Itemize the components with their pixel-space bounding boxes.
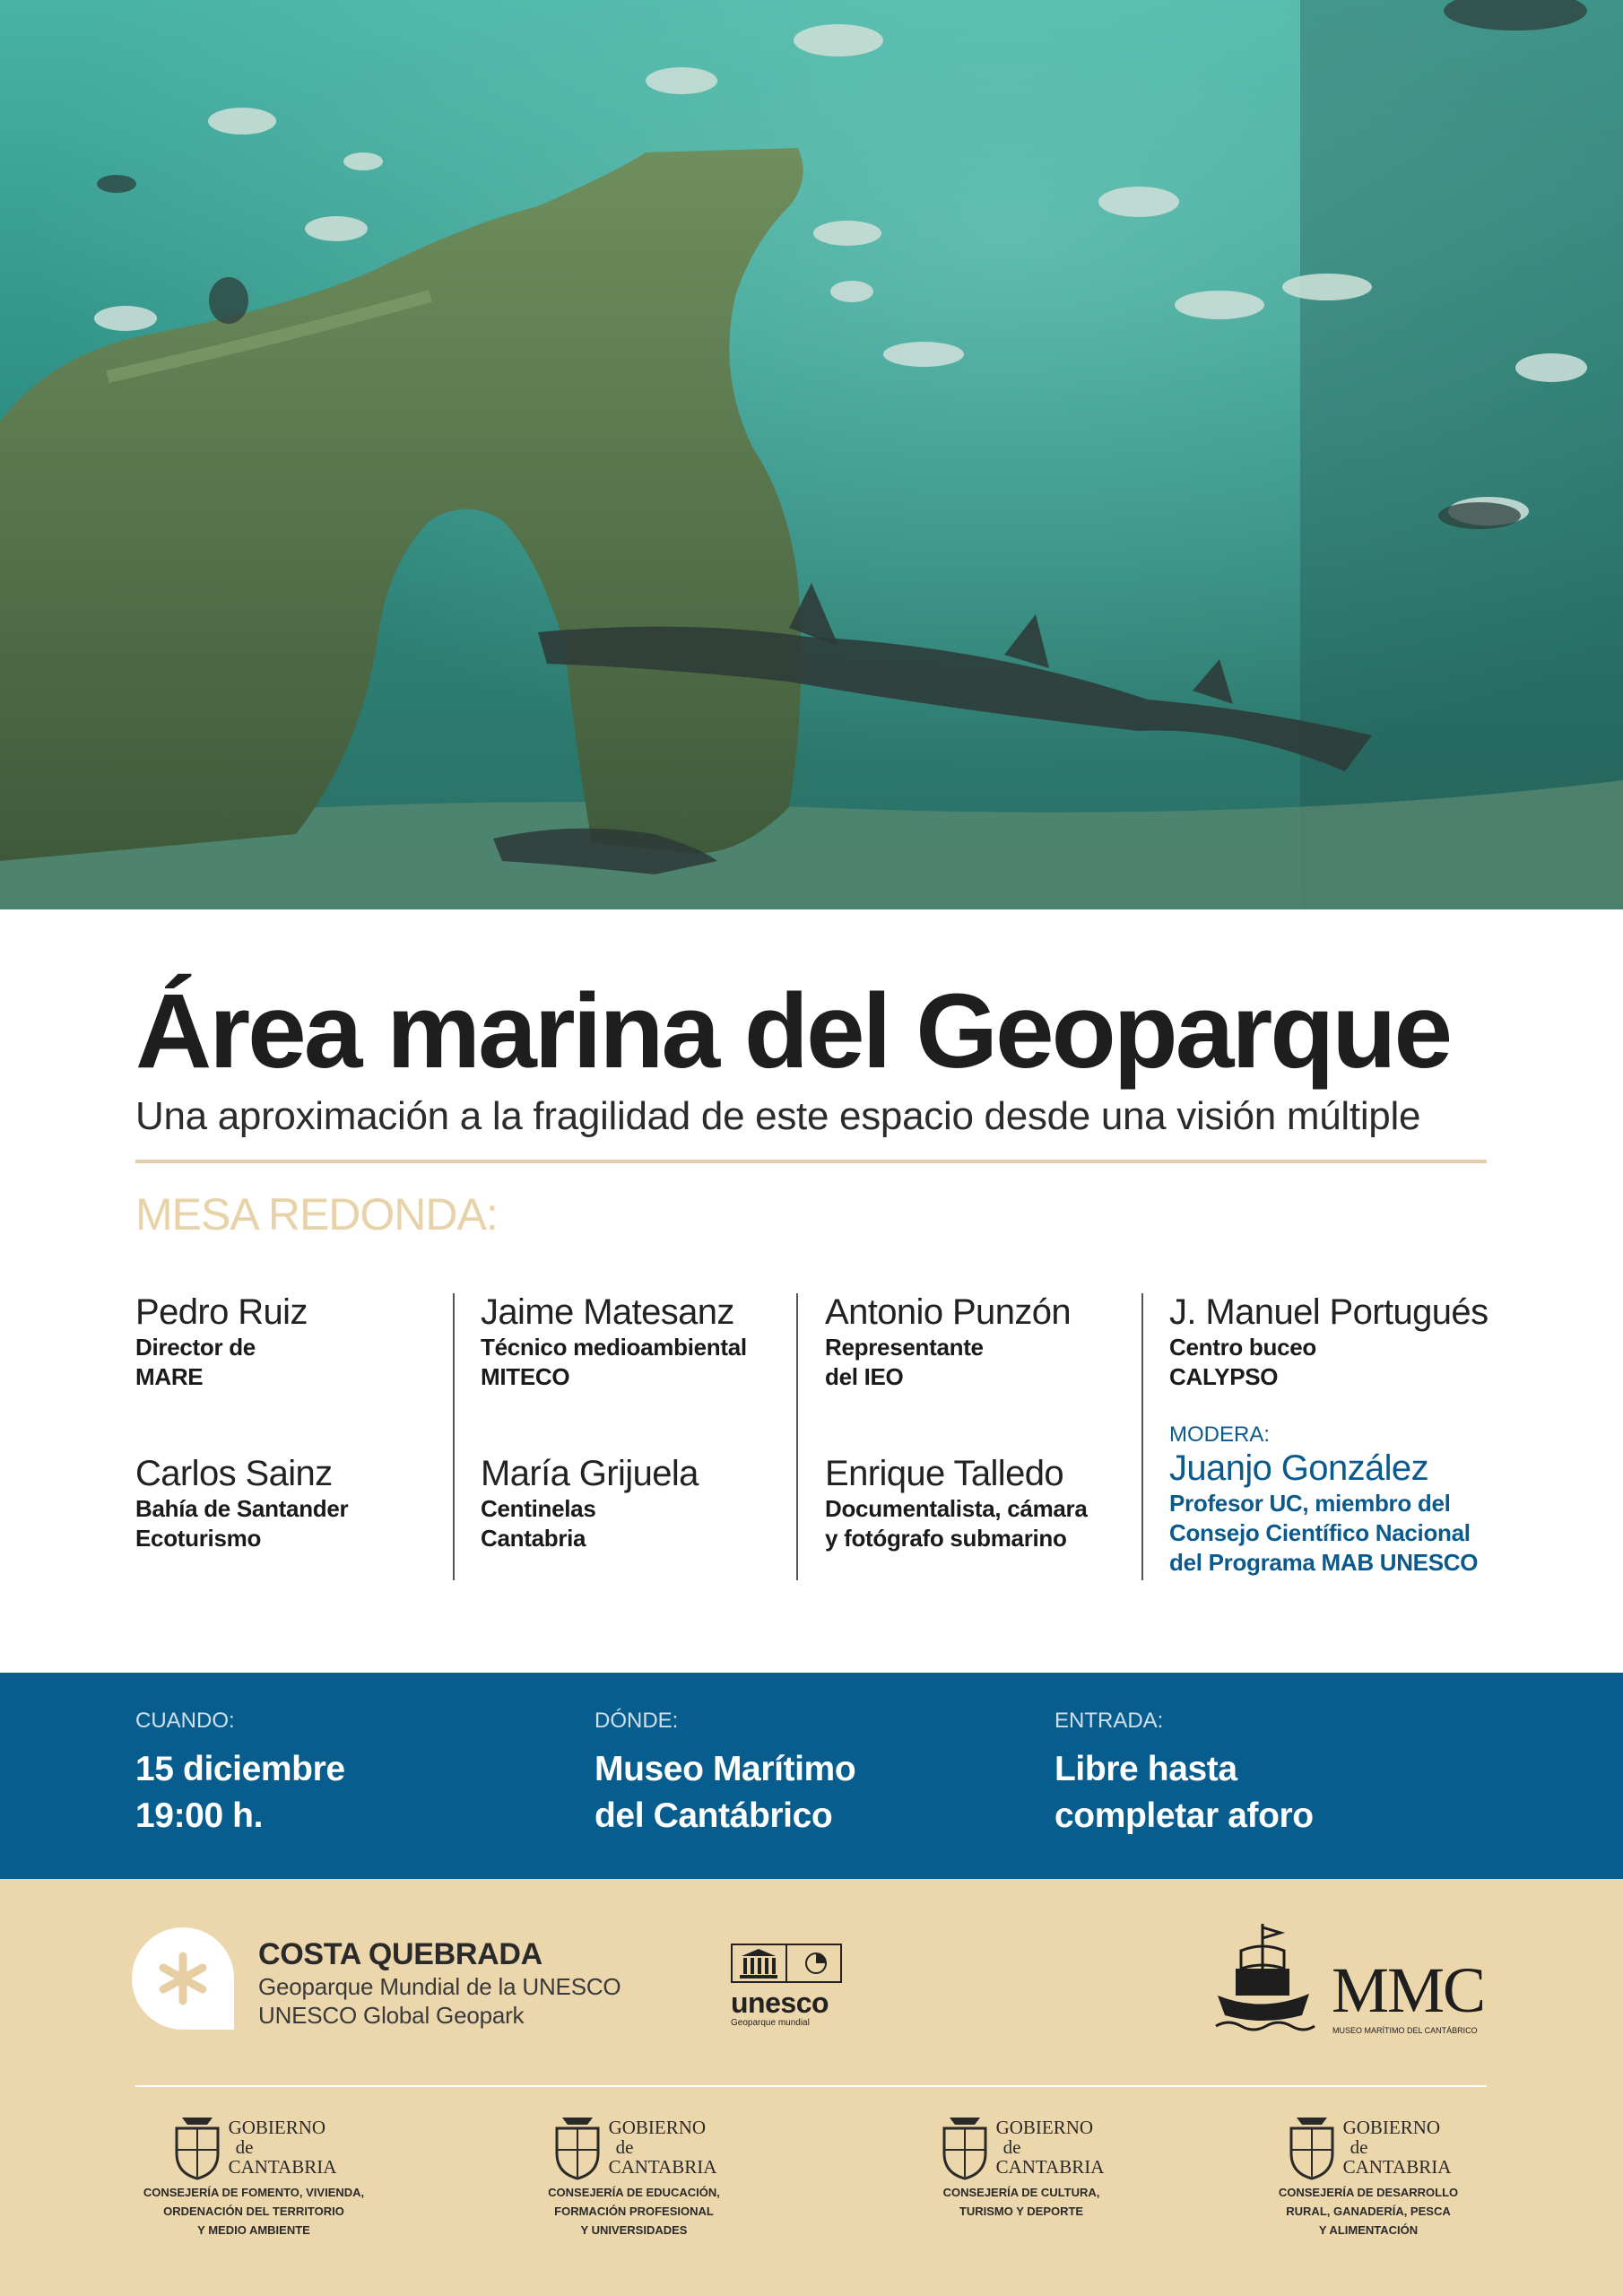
speaker-org: Ecoturismo: [135, 1525, 262, 1552]
speaker-role: Documentalista, cámara: [825, 1495, 1088, 1522]
costa-quebrada-title: COSTA QUEBRADA: [258, 1937, 542, 1971]
speaker-role: Director de: [135, 1334, 256, 1361]
speaker: [135, 1292, 445, 1392]
gobierno-cantabria: CANTABRIA: [995, 2156, 1105, 2178]
unesco-temple-icon: [731, 1944, 842, 1983]
unesco-word: unesco: [731, 1987, 829, 2019]
unesco-subtitle: Geoparque mundial: [731, 2018, 810, 2028]
speaker-org: MARE: [135, 1363, 204, 1390]
gobierno-de: de: [615, 2136, 634, 2158]
gobierno-de: de: [235, 2136, 254, 2158]
gobierno-cantabria-crest-icon: [939, 2114, 991, 2180]
page-subtitle: Una aproximación a la fragilidad de este espacio desde una visión múltiple: [135, 1094, 1421, 1138]
department-line: FORMACIÓN PROFESIONAL: [554, 2205, 714, 2218]
department-line: CONSEJERÍA DE CULTURA,: [942, 2186, 1100, 2199]
entry-block: [1055, 1709, 1314, 1839]
speakers-column-1: [135, 1292, 445, 1553]
department-line: CONSEJERÍA DE FOMENTO, VIVIENDA,: [143, 2186, 365, 2199]
speaker-name: Carlos Sainz: [135, 1454, 333, 1493]
aquarium-photo: [0, 0, 1623, 909]
speaker-name: Enrique Talledo: [825, 1454, 1064, 1493]
speaker: [135, 1453, 445, 1553]
moderator: [1169, 1422, 1492, 1578]
moderator-role: del Programa MAB UNESCO: [1169, 1549, 1479, 1576]
event-info-band: [0, 1673, 1623, 1879]
gobierno-word: GOBIERNO: [1342, 2117, 1441, 2138]
column-divider: [453, 1293, 455, 1580]
department-line: CONSEJERÍA DE DESARROLLO: [1278, 2186, 1459, 2199]
entry-line: completar aforo: [1055, 1796, 1314, 1835]
moderator-label: MODERA:: [1169, 1422, 1271, 1447]
costa-quebrada-logo: [258, 1937, 621, 2030]
gobierno-word: GOBIERNO: [995, 2117, 1094, 2138]
divider: [135, 2085, 1487, 2087]
where-block: [595, 1709, 855, 1839]
page-title: Área marina del Geoparque: [135, 972, 1451, 1091]
gobierno-word: GOBIERNO: [608, 2117, 707, 2138]
speaker-org: del IEO: [825, 1363, 904, 1390]
gobierno-word: GOBIERNO: [228, 2117, 326, 2138]
divider: [135, 1160, 1487, 1163]
speaker-role: Representante: [825, 1334, 984, 1361]
speaker-org: y fotógrafo submarino: [825, 1525, 1067, 1552]
entry-label: ENTRADA:: [1055, 1709, 1164, 1733]
speaker-role: Bahía de Santander: [135, 1495, 349, 1522]
mmc-subtitle: MUSEO MARÍTIMO DEL CANTÁBRICO: [1332, 2026, 1478, 2035]
department-line: TURISMO Y DEPORTE: [959, 2205, 1084, 2218]
department-line: ORDENACIÓN DEL TERRITORIO: [163, 2205, 344, 2218]
gobierno-cantabria-crest-icon: [551, 2114, 603, 2180]
moderator-name: Juanjo González: [1169, 1448, 1428, 1488]
speaker-role: Técnico medioambiental: [481, 1334, 747, 1361]
mmc-ship-icon: [1211, 1915, 1316, 2033]
speaker: [825, 1453, 1134, 1553]
department-line: Y UNIVERSIDADES: [580, 2223, 688, 2237]
speaker-role: Centro buceo: [1169, 1334, 1316, 1361]
department-line: Y MEDIO AMBIENTE: [197, 2223, 310, 2237]
event-time: 19:00 h.: [135, 1796, 264, 1835]
event-date: 15 diciembre: [135, 1750, 345, 1788]
department-line: RURAL, GANADERÍA, PESCA: [1286, 2205, 1451, 2218]
sponsors-footer: [0, 1879, 1623, 2296]
speaker-org: MITECO: [481, 1363, 570, 1390]
gobierno-cantabria-logo: [508, 2114, 759, 2237]
gobierno-cantabria-logo: [896, 2114, 1147, 2223]
column-divider: [1141, 1293, 1143, 1580]
speaker-name: María Grijuela: [481, 1454, 699, 1493]
speaker-name: Pedro Ruiz: [135, 1292, 308, 1332]
gobierno-cantabria-logo: [128, 2114, 379, 2237]
speaker-org: Cantabria: [481, 1525, 586, 1552]
speaker-name: Jaime Matesanz: [481, 1292, 734, 1332]
costa-quebrada-asterisk-icon: [130, 1926, 236, 2031]
gobierno-cantabria: CANTABRIA: [608, 2156, 717, 2178]
costa-quebrada-subtitle: UNESCO Global Geopark: [258, 2002, 525, 2029]
speaker-role: Centinelas: [481, 1495, 596, 1522]
mmc-logo: [1211, 1915, 1488, 2049]
gobierno-cantabria-logo: [1243, 2114, 1494, 2237]
gobierno-de: de: [1002, 2136, 1021, 2158]
unesco-logo: [731, 1944, 847, 2028]
mmc-word: MMC: [1332, 1954, 1485, 2026]
costa-quebrada-subtitle: Geoparque Mundial de la UNESCO: [258, 1973, 621, 2000]
entry-line: Libre hasta: [1055, 1750, 1237, 1788]
where-label: DÓNDE:: [595, 1709, 679, 1733]
speakers-column-2: [481, 1292, 790, 1553]
gobierno-cantabria: CANTABRIA: [228, 2156, 337, 2178]
section-label: MESA REDONDA:: [135, 1189, 498, 1239]
speaker: [825, 1292, 1134, 1392]
speaker: [481, 1292, 790, 1392]
gobierno-de: de: [1350, 2136, 1368, 2158]
when-block: [135, 1709, 345, 1839]
department-line: Y ALIMENTACIÓN: [1318, 2223, 1419, 2237]
speaker-name: J. Manuel Portugués: [1169, 1292, 1488, 1332]
when-label: CUANDO:: [135, 1709, 235, 1733]
speaker-org: CALYPSO: [1169, 1363, 1279, 1390]
venue-line: Museo Marítimo: [595, 1750, 856, 1788]
gobierno-cantabria-crest-icon: [171, 2114, 223, 2180]
moderator-role: Profesor UC, miembro del: [1169, 1490, 1451, 1517]
speaker: [481, 1453, 790, 1553]
column-divider: [796, 1293, 798, 1580]
speakers-column-3: [825, 1292, 1134, 1553]
speaker: [1169, 1292, 1492, 1392]
speakers-column-4: [1169, 1292, 1492, 1578]
gobierno-cantabria-crest-icon: [1286, 2114, 1338, 2180]
gobierno-cantabria: CANTABRIA: [1342, 2156, 1452, 2178]
moderator-role: Consejo Científico Nacional: [1169, 1519, 1471, 1546]
department-line: CONSEJERÍA DE EDUCACIÓN,: [548, 2186, 720, 2199]
speaker-name: Antonio Punzón: [825, 1292, 1072, 1332]
venue-line: del Cantábrico: [595, 1796, 833, 1835]
